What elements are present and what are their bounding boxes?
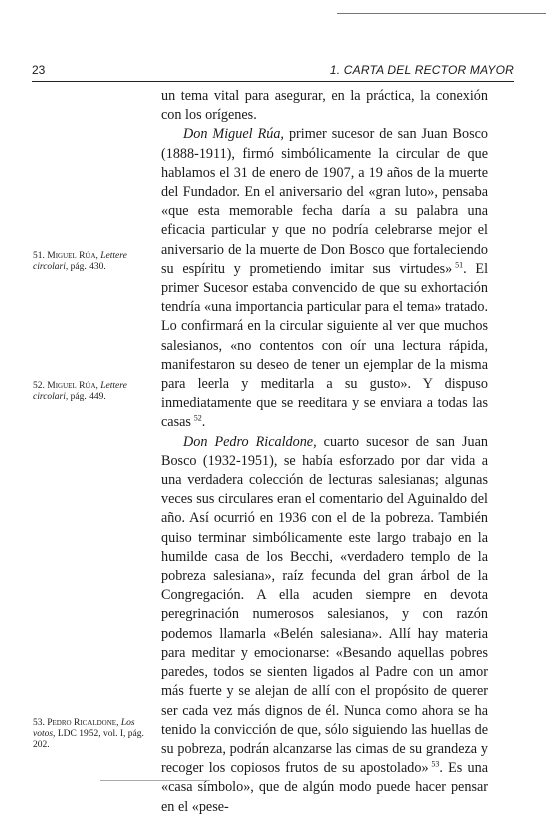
main-text [161,87,488,817]
note-title: Lettere circolari, [33,381,127,402]
top-rule [337,13,546,14]
note-title: Lettere circolari, [33,251,127,272]
side-note-53 [33,718,151,751]
person-name-rua: Don Miguel Rúa, [183,126,284,143]
note-author: Miguel Rúa, [47,251,98,261]
page-header [32,63,514,82]
paragraph-2-text-c: . [201,414,206,431]
footnote-ref-51: 51 [455,260,464,270]
side-note-51 [33,251,151,273]
person-name-ricaldone: Don Pedro Ricaldone, [183,433,317,450]
note-ref: LDC 1952, vol. I, pág. 202. [33,729,144,750]
paragraph-2 [161,125,488,432]
side-note-52 [33,381,151,403]
paragraph-2-text-a: primer sucesor de san Juan Bosco (1888-1911), firmó simbólicamente la circular de que hablamos el 31 de enero de 1907, a 19 años de la muerte del Fundador. En el aniversario del «gran luto», pensaba «que esta memorable fecha daría a su palabra una eficacia particular y que no podría celebrarse mejor el aniversario de la muerte de Don Bosco que fortaleciendo su espíritu y prometiendo imitar sus virtudes» [161,126,488,277]
page-number: 23 [32,63,46,77]
note-number: 51. [33,251,45,261]
note-number: 53. [33,718,45,728]
note-ref: pág. 449. [70,392,106,402]
paragraph-2-text-b: . El primer Sucesor estaba convencido de que su exhortación tendría «una importancia particular para el tema» tratado. Lo confirmará en la circular siguiente al ver que muchos salesianos, «no contentos con oír una lectura rápida, manifestaron su deseo de tener un ejemplar de la misma para leerla y meditarla a su gusto». Y dispuso inmediatamente que se reeditara y se enviara a todas las casas [161,260,489,431]
footnote-ref-52: 52 [193,413,202,423]
bottom-rule [100,780,210,781]
paragraph-3 [161,433,488,817]
note-title: Los votos, [33,718,135,739]
running-title: 1. CARTA DEL RECTOR MAYOR [329,63,514,77]
note-ref: pág. 430. [70,262,106,272]
footnote-ref-53: 53 [431,759,440,769]
note-number: 52. [33,381,45,391]
note-author: Miguel Rúa, [47,381,98,391]
note-author: Pedro Ricaldone, [47,718,119,728]
paragraph-3-text-a: cuarto sucesor de san Juan Bosco (1932-1951), se había esforzado por dar vida a una verdadera colección de lecturas salesianas; algunas veces sus circulares eran el comentario del Aguinaldo del año. Así ocurrió en 1936 con el de la pobreza. También quiso terminar simbólicamente este largo trabajo en la humilde casa de los Becchi, «verdadero templo de la pobreza salesiana», raíz fecunda del gran árbol de la Congregación. A ella acuden siempre en devota peregrinación numerosos salesianos, y con razón podemos llamarla «Belén salesiana». Allí hay materia para meditar y emocionarse: «Besando aquellas pobres paredes, todos se sienten ligados al Padre con un amor más fuerte y se alejan de allí con el propósito de querer ser cada vez más dignos de él. Nunca como ahora se ha tenido la convicción de que, sólo siguiendo las huellas de su pobreza, podrán alcanzarse las cimas de su grandeza y recoger los copiosos frutos de su apostolado» [161,433,488,777]
paragraph-3-text-b: . Es una «casa símbolo», que de algún modo puede hacer pensar en el «pese- [161,760,488,815]
paragraph-1: un tema vital para asegurar, en la práctica, la conexión con los orígenes. [161,88,488,124]
